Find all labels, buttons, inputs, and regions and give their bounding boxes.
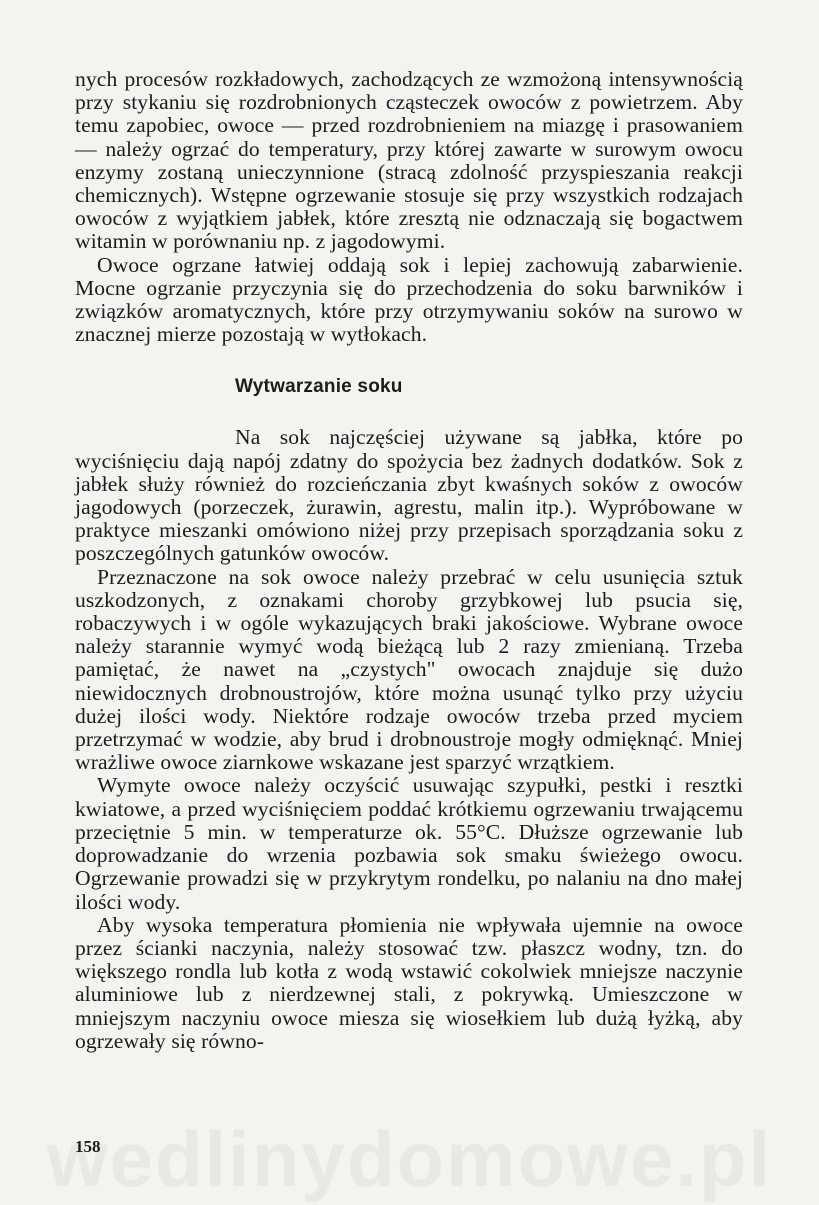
paragraph-1: nych procesów rozkładowych, zachodzących ze wzmożoną intensywnością przy stykaniu się rozdrobnionych cząsteczek owoców z powietrzem. Aby temu zapobiec, owoce — przed rozdrobnieniem na miazgę i prasowaniem — należy ogrzać do temperatury, przy której zawarte w surowym owocu enzymy zostaną unieczynnione (stracą zdolność przyspieszania reakcji chemicznych). Wstępne ogrzewanie stosuje się przy wszystkich rodzajach owoców z wyjątkiem jabłek, które zresztą nie odznaczają się bogactwem witamin w porównaniu np. z jagodowymi. [75, 67, 743, 254]
paragraph-5: Wymyte owoce należy oczyścić usuwając szypułki, pestki i resztki kwiatowe, a przed wyciśnięciem poddać krótkiemu ogrzewaniu trwającemu przeciętnie 5 min. w temperaturze ok. 55°C. Dłuższe ogrzewanie lub doprowadzanie do wrzenia pozbawia sok smaku świeżego owocu. Ogrzewanie prowadzi się w przykrytym rondelku, po nalaniu na dno małej ilości wody. [75, 773, 743, 914]
paragraph-6: Aby wysoka temperatura płomienia nie wpływała ujemnie na owoce przez ścianki naczynia, należy stosować tzw. płaszcz wodny, tzn. do większego rondla lub kotła z wodą wstawić cokolwiek mniejsze naczynie aluminiowe lub z nierdzewnej stali, z pokrywką. Umieszczone w mniejszym naczyniu owoce miesza się wiosełkiem lub dużą łyżką, aby ogrzewały się równo- [75, 912, 743, 1053]
page-number: 158 [75, 1137, 101, 1156]
paragraph-4: Przeznaczone na sok owoce należy przebrać w celu usunięcia sztuk uszkodzonych, z oznakami choroby grzybkowej lub psucia się, robaczywych i w ogóle wykazujących braki jakościowe. Wybrane owoce należy starannie wymyć wodą bieżącą lub 2 razy zmienianą. Trzeba pamiętać, że nawet na „czystych" owocach znajduje się dużo niewidocznych drobnoustrojów, które można usunąć tylko przy użyciu dużej ilości wody. Niektóre rodzaje owoców trzeba przed myciem przetrzymać w wodzie, aby brud i drobnoustroje mogły odmięknąć. Mniej wrażliwe owoce ziarnkowe wskazane jest sparzyć wrzątkiem. [75, 564, 743, 775]
section-heading: Wytwarzanie soku [235, 376, 403, 398]
watermark [0, 1114, 819, 1205]
paragraph-2: Owoce ogrzane łatwiej oddają sok i lepiej zachowują zabarwienie. Mocne ogrzanie przyczynia się do przechodzenia do soku barwników i związków aromatycznych, które przy otrzymywaniu soków na surowo w znacznej mierze pozostają w wytłokach. [75, 252, 743, 347]
paragraph-3: Na sok najczęściej używane są jabłka, które po wyciśnięciu dają napój zdatny do spożycia bez żadnych dodatków. Sok z jabłek służy również do rozcieńczania zbyt kwaśnych soków z owoców jagodowych (porzeczek, żurawin, agrestu, malin itp.). Wypróbowane w praktyce mieszanki omówiono niżej przy przepisach sporządzania soku z poszczególnych gatunków owoców. [75, 425, 743, 566]
page-body [75, 68, 743, 1053]
